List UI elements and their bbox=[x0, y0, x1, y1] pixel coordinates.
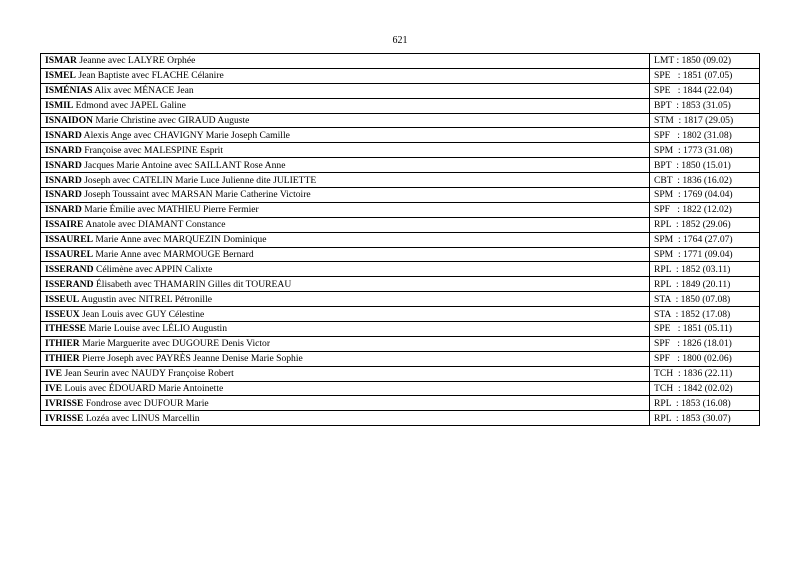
page-number: 621 bbox=[392, 35, 408, 46]
table-row bbox=[41, 188, 760, 203]
surname: ISSAUREL bbox=[45, 249, 93, 261]
name-cell bbox=[41, 351, 650, 366]
surname: ISNAIDON bbox=[45, 115, 93, 126]
table-row bbox=[41, 128, 760, 143]
spouses-text: Edmond avec JAPEL Galine bbox=[75, 100, 186, 112]
surname: ISMAR bbox=[45, 55, 77, 67]
name-cell bbox=[41, 411, 650, 426]
table-row bbox=[41, 307, 760, 322]
parish-date-cell: TCH : 1836 (22.11) bbox=[650, 366, 760, 381]
table-body bbox=[41, 54, 760, 426]
table-row bbox=[41, 143, 760, 158]
surname: ISMIL bbox=[45, 100, 74, 112]
surname: ITHESSE bbox=[45, 323, 87, 335]
table-row bbox=[41, 247, 760, 262]
spouses-text: Marie Christine avec GIRAUD Auguste bbox=[95, 115, 250, 126]
surname: ISNARD bbox=[45, 189, 82, 201]
spouses-text: Jean Baptiste avec FLACHE Célanire bbox=[78, 70, 224, 82]
surname: ISNARD bbox=[45, 129, 82, 141]
surname: ISNARD bbox=[45, 174, 82, 186]
parish-date-cell: SPE : 1844 (22.04) bbox=[650, 83, 760, 98]
surname: ISSEUL bbox=[45, 293, 80, 305]
name-cell bbox=[41, 188, 650, 203]
name-cell bbox=[41, 232, 650, 247]
spouses-text: Jacques Marie Antoine avec SAILLANT Rose Anne bbox=[84, 159, 286, 171]
spouses-text: Augustin avec NITREL Pétronille bbox=[81, 293, 213, 305]
table-row bbox=[41, 351, 760, 366]
parish-date-cell: CBT : 1836 (16.02) bbox=[650, 173, 760, 188]
surname: ISMEL bbox=[45, 70, 76, 82]
spouses-text: Jean Louis avec GUY Célestine bbox=[82, 308, 205, 320]
name-cell bbox=[41, 54, 650, 69]
spouses-text: Joseph Toussaint avec MARSAN Marie Catherine Victoire bbox=[84, 189, 311, 201]
parish-date-cell: SPF : 1802 (31.08) bbox=[650, 128, 760, 143]
name-cell bbox=[41, 217, 650, 232]
surname: ITHIER bbox=[45, 353, 80, 365]
table-row bbox=[41, 158, 760, 173]
parish-date-cell: SPM : 1764 (27.07) bbox=[650, 232, 760, 247]
parish-date-cell: STA : 1852 (17.08) bbox=[650, 307, 760, 322]
parish-date-cell: SPM : 1773 (31.08) bbox=[650, 143, 760, 158]
spouses-text: Jean Seurin avec NAUDY Françoise Robert bbox=[64, 368, 234, 380]
marriage-index-table bbox=[40, 53, 760, 426]
spouses-text: Célimène avec APPIN Calixte bbox=[95, 263, 213, 275]
table-row bbox=[41, 113, 760, 128]
surname: ISNARD bbox=[45, 204, 82, 216]
name-cell bbox=[41, 68, 650, 83]
table-row bbox=[41, 173, 760, 188]
name-cell bbox=[41, 307, 650, 322]
parish-date-cell: STA : 1850 (07.08) bbox=[650, 292, 760, 307]
name-cell bbox=[41, 322, 650, 337]
name-cell bbox=[41, 277, 650, 292]
table-row bbox=[41, 54, 760, 69]
name-cell bbox=[41, 128, 650, 143]
spouses-text: Alix avec MÉNACE Jean bbox=[94, 85, 194, 97]
parish-date-cell: LMT : 1850 (09.02) bbox=[650, 54, 760, 69]
name-cell bbox=[41, 247, 650, 262]
table-row bbox=[41, 98, 760, 113]
parish-date-cell: BPT : 1850 (15.01) bbox=[650, 158, 760, 173]
surname: IVE bbox=[45, 368, 63, 380]
name-cell bbox=[41, 336, 650, 351]
name-cell bbox=[41, 143, 650, 158]
table-row bbox=[41, 217, 760, 232]
spouses-text: Marie Louise avec LÉLIO Augustin bbox=[88, 323, 228, 335]
surname: ISSAIRE bbox=[45, 219, 84, 231]
surname: ISNARD bbox=[45, 159, 82, 171]
spouses-text: Lozéa avec LINUS Marcellin bbox=[85, 412, 200, 424]
parish-date-cell: RPL : 1853 (16.08) bbox=[650, 396, 760, 411]
spouses-text: Jeanne avec LALYRE Orphée bbox=[79, 55, 196, 67]
parish-date-cell: RPL : 1852 (03.11) bbox=[650, 262, 760, 277]
spouses-text: Joseph avec CATELIN Marie Luce Julienne dite JULIETTE bbox=[84, 174, 317, 186]
table-row bbox=[41, 277, 760, 292]
name-cell bbox=[41, 292, 650, 307]
spouses-text: Louis avec ÉDOUARD Marie Antoinette bbox=[64, 383, 224, 395]
table-row bbox=[41, 292, 760, 307]
table-row bbox=[41, 68, 760, 83]
parish-date-cell: SPF : 1800 (02.06) bbox=[650, 351, 760, 366]
table-row bbox=[41, 411, 760, 426]
parish-date-cell: SPF : 1826 (18.01) bbox=[650, 336, 760, 351]
parish-date-cell: SPM : 1771 (09.04) bbox=[650, 247, 760, 262]
surname: IVE bbox=[45, 383, 63, 395]
table-row bbox=[41, 366, 760, 381]
spouses-text: Fondrose avec DUFOUR Marie bbox=[85, 397, 209, 409]
surname: ITHIER bbox=[45, 338, 80, 350]
surname: IVRISSE bbox=[45, 412, 84, 424]
parish-date-cell: STM : 1817 (29.05) bbox=[650, 113, 760, 128]
spouses-text: Élisabeth avec THAMARIN Gilles dit TOUREAU bbox=[95, 278, 292, 290]
spouses-text: Marie Marguerite avec DUGOURE Denis Victor bbox=[82, 338, 271, 350]
table-row bbox=[41, 83, 760, 98]
name-cell bbox=[41, 262, 650, 277]
surname: ISMÉNIAS bbox=[45, 85, 93, 97]
surname: ISSERAND bbox=[45, 263, 94, 275]
spouses-text: Marie Anne avec MARQUEZIN Dominique bbox=[95, 234, 267, 246]
name-cell bbox=[41, 173, 650, 188]
parish-date-cell: TCH : 1842 (02.02) bbox=[650, 381, 760, 396]
spouses-text: Françoise avec MALESPINE Esprit bbox=[84, 144, 224, 156]
table-row bbox=[41, 396, 760, 411]
parish-date-cell: BPT : 1853 (31.05) bbox=[650, 98, 760, 113]
parish-date-cell: SPE : 1851 (07.05) bbox=[650, 68, 760, 83]
spouses-text: Marie Anne avec MARMOUGE Bernard bbox=[95, 249, 254, 261]
parish-date-cell: SPE : 1851 (05.11) bbox=[650, 322, 760, 337]
table-row bbox=[41, 381, 760, 396]
name-cell bbox=[41, 113, 650, 128]
name-cell bbox=[41, 396, 650, 411]
table-row bbox=[41, 232, 760, 247]
name-cell bbox=[41, 158, 650, 173]
name-cell bbox=[41, 98, 650, 113]
name-cell bbox=[41, 83, 650, 98]
spouses-text: Pierre Joseph avec PAYRÈS Jeanne Denise Marie Sophie bbox=[82, 353, 303, 365]
table-row bbox=[41, 336, 760, 351]
parish-date-cell: RPL : 1852 (29.06) bbox=[650, 217, 760, 232]
surname: ISSERAND bbox=[45, 278, 94, 290]
surname: ISNARD bbox=[45, 144, 82, 156]
parish-date-cell: SPM : 1769 (04.04) bbox=[650, 188, 760, 203]
surname: IVRISSE bbox=[45, 397, 84, 409]
spouses-text: Marie Émilie avec MATHIEU Pierre Fermier bbox=[84, 204, 259, 216]
name-cell bbox=[41, 381, 650, 396]
parish-date-cell: SPF : 1822 (12.02) bbox=[650, 202, 760, 217]
surname: ISSEUX bbox=[45, 308, 80, 320]
parish-date-cell: RPL : 1853 (30.07) bbox=[650, 411, 760, 426]
surname: ISSAUREL bbox=[45, 234, 93, 246]
name-cell bbox=[41, 366, 650, 381]
table-row bbox=[41, 262, 760, 277]
parish-date-cell: RPL : 1849 (20.11) bbox=[650, 277, 760, 292]
name-cell bbox=[41, 202, 650, 217]
spouses-text: Anatole avec DIAMANT Constance bbox=[85, 219, 226, 231]
table-row bbox=[41, 202, 760, 217]
table-row bbox=[41, 322, 760, 337]
spouses-text: Alexis Ange avec CHAVIGNY Marie Joseph Camille bbox=[83, 129, 290, 141]
